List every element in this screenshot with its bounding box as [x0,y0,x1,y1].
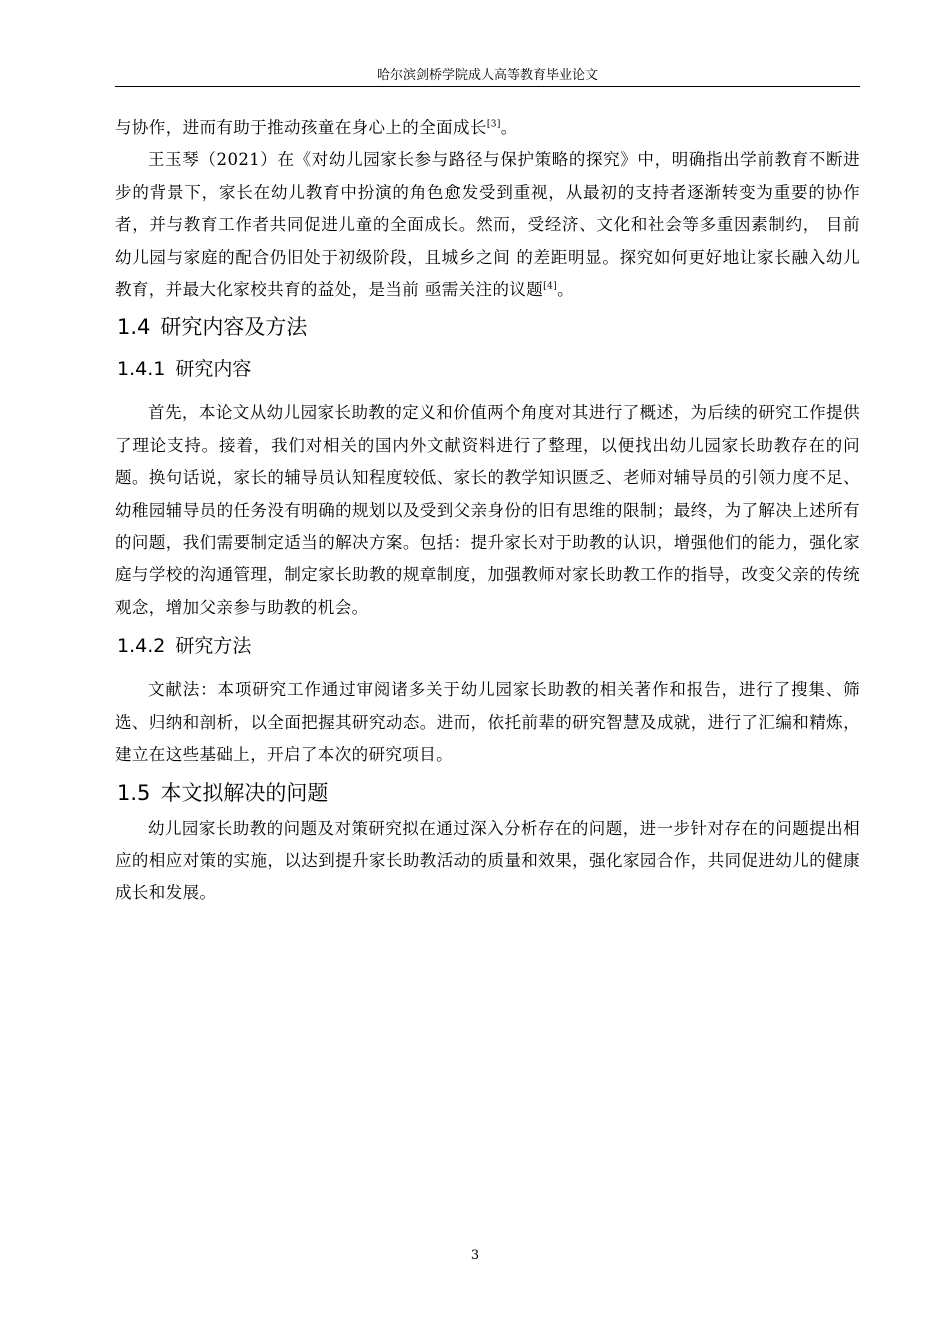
section-heading-1-4: 1.4 研究内容及方法 [117,315,308,340]
running-header: 哈尔滨剑桥学院成人高等教育毕业论文 [376,68,598,83]
body-content [115,112,860,910]
section-heading-1-4-1: 1.4.1 研究内容 [117,358,252,381]
section-heading-1-4-2: 1.4.2 研究方法 [117,635,252,658]
citation-ref[interactable]: [3] [486,119,501,130]
paragraph-literature: 王玉琴（2021）在《对幼儿园家长参与路径与保护策略的探究》中，明确指出学前教育不断进步的背景下，家长在幼儿教育中扮演的角色愈发受到重视，从最初的支持者逐渐转变为重要的协作者，并与教育工作者共同促进儿童的全面成长。然而，受经济、文化和社会等多重因素制约， 目前幼儿园与家庭的配合仍旧处于初级阶段，且城乡之间 的差距明显。探究如何更好地让家长融入幼儿教育，并最大化家校共育的益处，是当前 亟需关注的议题[4]。 [115,150,860,300]
header-rule [115,86,860,87]
section-heading-1-5: 1.5 本文拟解决的问题 [117,780,329,805]
paragraph-continued: 与协作，进而有助于推动孩童在身心上的全面成长[3]。 [115,118,518,137]
citation-ref[interactable]: [4] [543,281,558,292]
page-number: 3 [470,1248,480,1263]
paragraph-research-content: 首先，本论文从幼儿园家长助教的定义和价值两个角度对其进行了概述，为后续的研究工作提供了理论支持。接着，我们对相关的国内外文献资料进行了整理，以便找出幼儿园家长助教存在的问题。换句话说，家长的辅导员认知程度较低、家长的教学知识匮乏、老师对辅导员的引领力度不足、幼稚园辅导员的任务没有明确的规划以及受到父亲身份的旧有思维的限制；最终，为了解决上述所有的问题，我们需要制定适当的解决方案。包括：提升家长对于助教的认识，增强他们的能力，强化家庭与学校的沟通管理，制定家长助教的规章制度，加强教师对家长助教工作的指导，改变父亲的传统观念，增加父亲参与助教的机会。 [115,403,860,617]
paragraph-problems: 幼儿园家长助教的问题及对策研究拟在通过深入分析存在的问题，进一步针对存在的问题提出相应的相应对策的实施，以达到提升家长助教活动的质量和效果，强化家园合作，共同促进幼儿的健康成长和发展。 [115,818,860,903]
paragraph-research-method: 文献法：本项研究工作通过审阅诸多关于幼儿园家长助教的相关著作和报告，进行了搜集、筛选、归纳和剖析，以全面把握其研究动态。进而，依托前辈的研究智慧及成就，进行了汇编和精炼，建立在这些基础上，开启了本次的研究项目。 [115,680,860,765]
